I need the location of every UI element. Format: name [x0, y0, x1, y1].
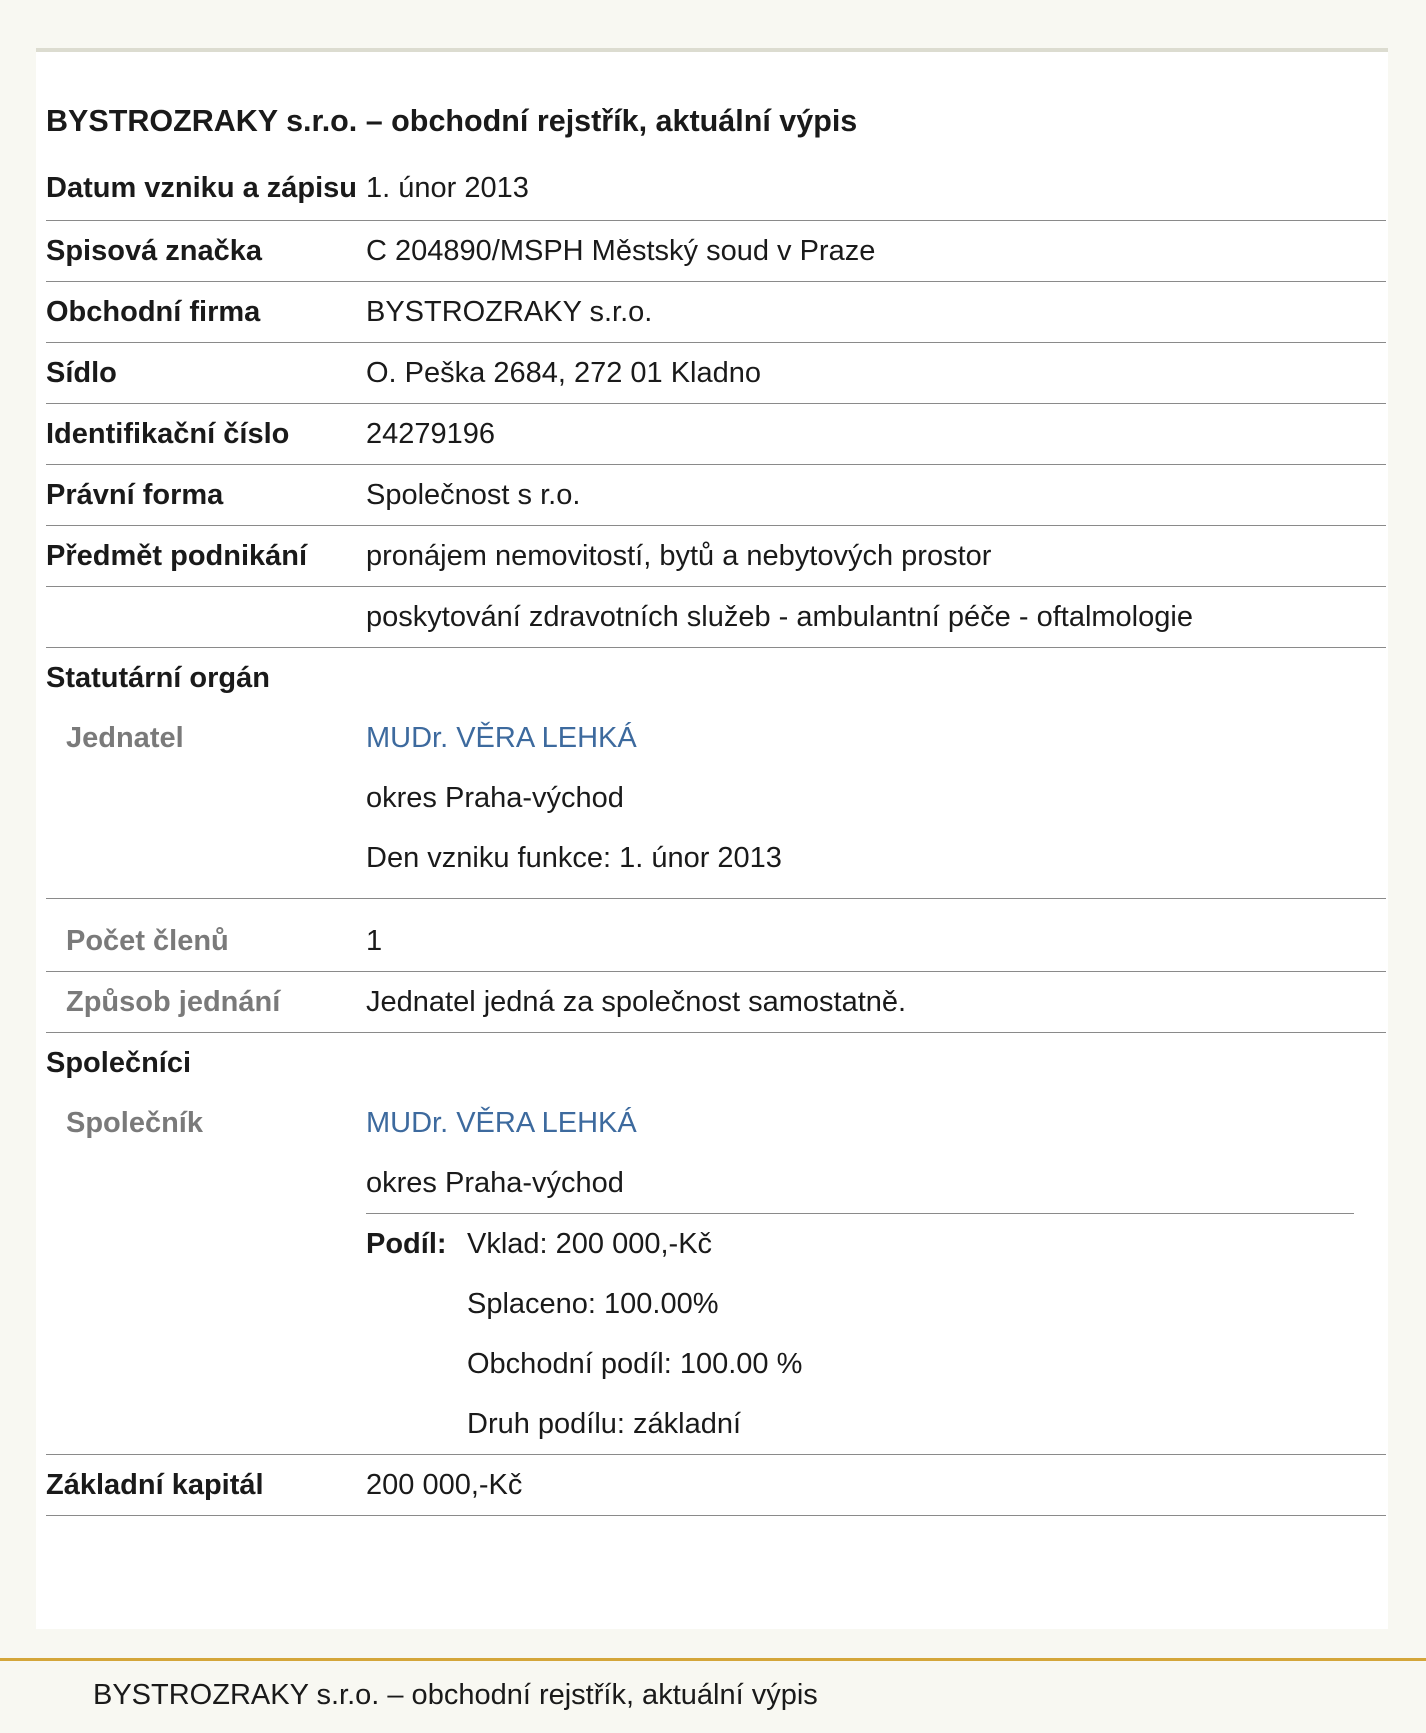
row-label: Právní forma [46, 465, 366, 526]
row-label: Spisová značka [46, 221, 366, 282]
row-value: Jednatel jedná za společnost samostatně. [366, 972, 1386, 1033]
page-footer [0, 1658, 1426, 1733]
row-label: Sídlo [46, 343, 366, 404]
row-label: Předmět podnikání [46, 526, 366, 587]
person-district: okres Praha-východ [366, 782, 624, 814]
row-zakladni-kapital [46, 1455, 1386, 1516]
row-value: 1 [366, 899, 1386, 972]
share-deposit: Vklad: 200 000,-Kč [467, 1228, 713, 1260]
share-business-share: Obchodní podíl: 100.00 % [467, 1348, 803, 1380]
row-ico [46, 404, 1386, 465]
row-value: O. Peška 2684, 272 01 Kladno [366, 343, 1386, 404]
person-link[interactable]: MUDr. VĚRA LEHKÁ [366, 722, 637, 754]
row-label: Obchodní firma [46, 282, 366, 343]
row-zpusob-jednani [46, 972, 1386, 1033]
row-predmet-podnikani [46, 526, 1386, 587]
footer-title: BYSTROZRAKY s.r.o. – obchodní rejstřík, aktuální výpis [93, 1679, 818, 1711]
share-label: Podíl: [366, 1228, 447, 1260]
registry-table [46, 160, 1386, 1516]
row-spisova-znacka [46, 221, 1386, 282]
row-sidlo [46, 343, 1386, 404]
row-obchodni-firma [46, 282, 1386, 343]
row-value [366, 708, 1386, 899]
row-value: 200 000,-Kč [366, 1455, 1386, 1516]
row-value: 24279196 [366, 404, 1386, 465]
row-pravni-forma [46, 465, 1386, 526]
row-label: Základní kapitál [46, 1455, 366, 1516]
row-label: Počet členů [46, 899, 366, 972]
row-value: C 204890/MSPH Městský soud v Praze [366, 221, 1386, 282]
row-datum-vzniku [46, 160, 1386, 221]
person-link[interactable]: MUDr. VĚRA LEHKÁ [366, 1107, 637, 1139]
document-content [46, 96, 1386, 1516]
row-value: 1. únor 2013 [366, 160, 1386, 221]
row-jednatel [46, 708, 1386, 899]
row-label: Datum vzniku a zápisu [46, 160, 366, 221]
row-predmet-podnikani-2 [46, 587, 1386, 648]
row-value [366, 1093, 1386, 1455]
row-pocet-clenu [46, 899, 1386, 972]
function-start: Den vzniku funkce: 1. únor 2013 [366, 842, 782, 874]
row-value: pronájem nemovitostí, bytů a nebytových prostor [366, 526, 1386, 587]
person-district: okres Praha-východ [366, 1167, 624, 1199]
row-spolecnik [46, 1093, 1386, 1455]
row-value: poskytování zdravotních služeb - ambulantní péče - oftalmologie [366, 587, 1386, 648]
document-title: BYSTROZRAKY s.r.o. – obchodní rejstřík, aktuální výpis [46, 104, 858, 138]
share-type: Druh podílu: základní [467, 1408, 742, 1440]
section-heading: Společníci [46, 1047, 192, 1079]
section-statutory [46, 648, 1386, 709]
row-value: Společnost s r.o. [366, 465, 1386, 526]
share-paid: Splaceno: 100.00% [467, 1288, 719, 1320]
row-label: Společník [46, 1093, 366, 1455]
row-label: Způsob jednání [46, 972, 366, 1033]
row-value: BYSTROZRAKY s.r.o. [366, 282, 1386, 343]
section-partners [46, 1033, 1386, 1094]
row-label: Identifikační číslo [46, 404, 366, 465]
section-heading: Statutární orgán [46, 662, 270, 694]
share-details [467, 1214, 802, 1454]
row-label [46, 587, 366, 648]
row-label: Jednatel [46, 708, 366, 899]
document-page [36, 48, 1388, 1629]
share-block [366, 1213, 1354, 1454]
